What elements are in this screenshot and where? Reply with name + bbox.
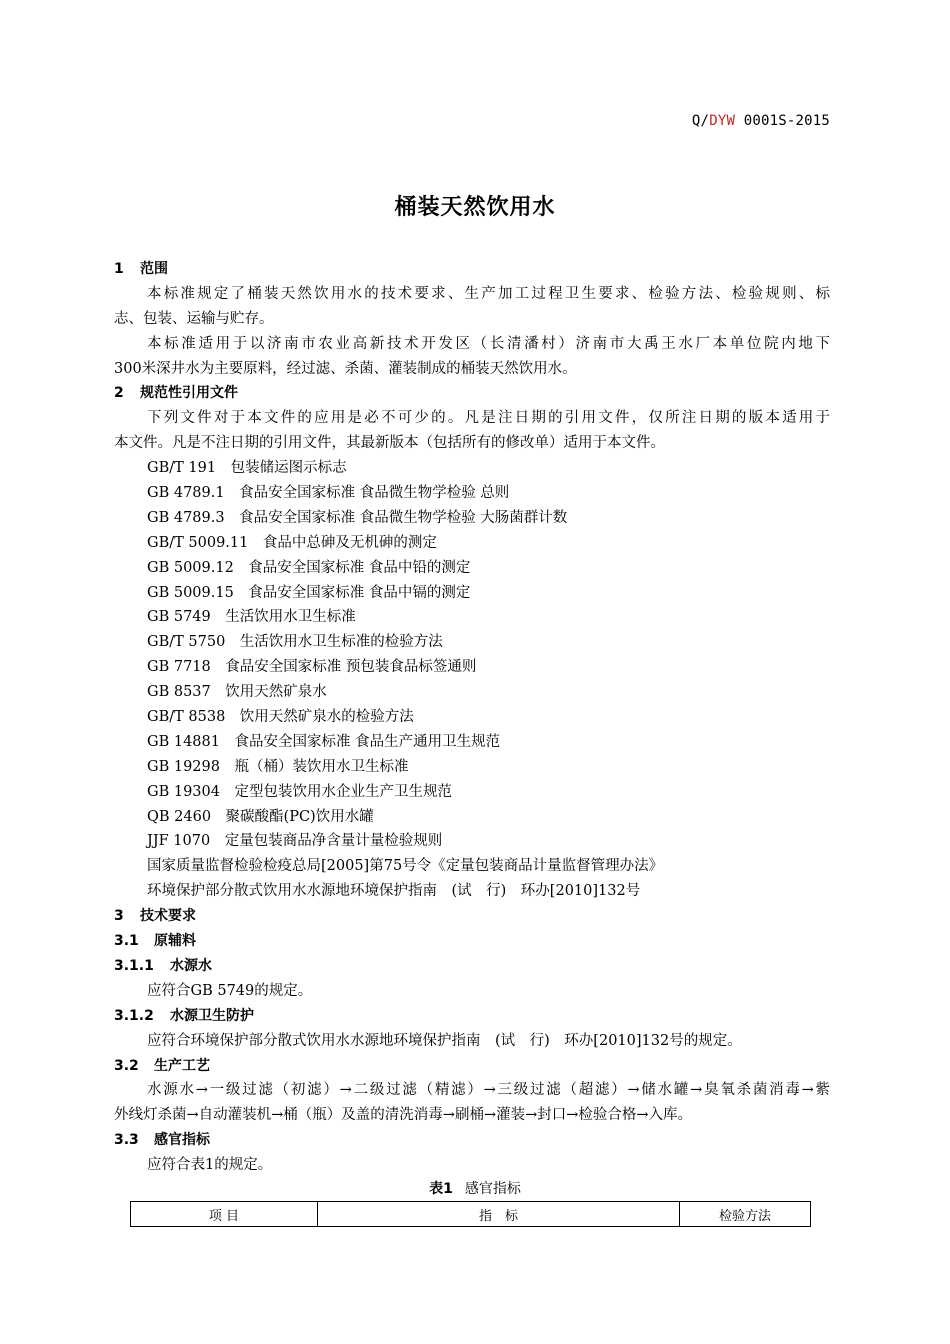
section-title: 范围 bbox=[140, 261, 168, 277]
section-3-2-heading bbox=[114, 1054, 830, 1079]
table-label: 表1 bbox=[429, 1181, 453, 1197]
section-number: 3.1.1 bbox=[114, 957, 154, 974]
section-title: 技术要求 bbox=[140, 908, 196, 925]
table-header-method: 检验方法 bbox=[680, 1202, 811, 1227]
paragraph-line: 本文件。凡是不注日期的引用文件，其最新版本（包括所有的修改单）适用于本文件。 bbox=[114, 435, 665, 452]
section-title: 感官指标 bbox=[154, 1132, 210, 1149]
section-3-1-2-heading bbox=[114, 1004, 830, 1029]
section-title: 生产工艺 bbox=[154, 1057, 210, 1074]
paragraph-line: 下列文件对于本文件的应用是必不可少的。凡是注日期的引用文件，仅所注日期的版本适用于 bbox=[147, 410, 830, 427]
reference-item: GB 5749 生活饮用水卫生标准 bbox=[147, 609, 356, 626]
reference-item: GB 4789.3 食品安全国家标准 食品微生物学检验 大肠菌群计数 bbox=[147, 509, 568, 526]
reference-item: GB 19298 瓶（桶）装饮用水卫生标准 bbox=[147, 758, 409, 775]
table-header-indicator: 指 标 bbox=[318, 1202, 680, 1227]
paragraph-line: 志、包装、运输与贮存。 bbox=[114, 310, 274, 327]
paragraph-line: 外线灯杀菌→自动灌装机→桶（瓶）及盖的清洗消毒→刷桶→灌装→封口→检验合格→入库。 bbox=[114, 1107, 693, 1124]
section-1-heading bbox=[114, 257, 830, 282]
table-caption bbox=[0, 1178, 950, 1198]
paragraph-line: 本标准适用于以济南市农业高新技术开发区（长清潘村）济南市大禹王水厂本单位院内地下 bbox=[147, 335, 830, 352]
reference-item: GB 19304 定型包装饮用水企业生产卫生规范 bbox=[147, 783, 452, 800]
section-3-3-heading bbox=[114, 1128, 830, 1153]
document-title: 桶装天然饮用水 bbox=[394, 195, 556, 220]
paragraph-line: 300米深井水为主要原料，经过滤、杀菌、灌装制成的桶装天然饮用水。 bbox=[114, 360, 577, 377]
paragraph-line: 应符合GB 5749的规定。 bbox=[147, 982, 313, 999]
table-caption-text: 感官指标 bbox=[464, 1181, 521, 1197]
reference-item: 国家质量监督检验检疫总局[2005]第75号令《定量包装商品计量监督管理办法》 bbox=[147, 858, 664, 875]
reference-item: GB 4789.1 食品安全国家标准 食品微生物学检验 总则 bbox=[147, 485, 510, 502]
section-number: 2 bbox=[114, 385, 124, 402]
reference-item: GB 5009.15 食品安全国家标准 食品中镉的测定 bbox=[147, 584, 471, 601]
paragraph-line: 应符合环境保护部分散式饮用水水源地环境保护指南 (试 行) 环办[2010]132号的规定。 bbox=[147, 1032, 742, 1049]
table-header-item: 项 目 bbox=[131, 1202, 318, 1227]
section-number: 3.2 bbox=[114, 1057, 139, 1074]
section-3-heading bbox=[114, 904, 830, 929]
section-number: 3.1.2 bbox=[114, 1007, 154, 1024]
reference-item: GB 14881 食品安全国家标准 食品生产通用卫生规范 bbox=[147, 733, 501, 750]
doc-code-prefix: Q/ bbox=[691, 113, 710, 129]
reference-item: GB 7718 食品安全国家标准 预包装食品标签通则 bbox=[147, 659, 477, 676]
reference-item: GB/T 5750 生活饮用水卫生标准的检验方法 bbox=[147, 634, 443, 651]
section-number: 3.3 bbox=[114, 1132, 139, 1149]
paragraph-line: 应符合表1的规定。 bbox=[147, 1157, 273, 1174]
section-3-1-1-heading bbox=[114, 954, 830, 979]
reference-item: QB 2460 聚碳酸酯(PC)饮用水罐 bbox=[147, 808, 374, 825]
reference-item: GB 8537 饮用天然矿泉水 bbox=[147, 684, 327, 701]
doc-code-company: DYW bbox=[709, 113, 736, 129]
reference-item: 环境保护部分散式饮用水水源地环境保护指南 (试 行) 环办[2010]132号 bbox=[147, 883, 641, 900]
document-body bbox=[114, 257, 830, 1178]
section-title: 规范性引用文件 bbox=[140, 385, 238, 402]
section-2-heading bbox=[114, 381, 830, 406]
table-header-row bbox=[131, 1202, 811, 1227]
section-title: 水源卫生防护 bbox=[170, 1007, 254, 1024]
section-3-1-heading bbox=[114, 929, 830, 954]
document-code bbox=[692, 113, 830, 129]
section-title: 水源水 bbox=[170, 957, 212, 974]
reference-item: GB 5009.12 食品安全国家标准 食品中铅的测定 bbox=[147, 559, 471, 576]
paragraph-line: 水源水→一级过滤（初滤）→二级过滤（精滤）→三级过滤（超滤）→储水罐→臭氧杀菌消毒→紫 bbox=[147, 1082, 830, 1099]
section-title: 原辅料 bbox=[154, 933, 196, 950]
paragraph-line: 本标准规定了桶装天然饮用水的技术要求、生产加工过程卫生要求、检验方法、检验规则、标 bbox=[147, 285, 830, 302]
reference-item: JJF 1070 定量包装商品净含量计量检验规则 bbox=[147, 833, 443, 850]
reference-item: GB/T 191 包装储运图示标志 bbox=[147, 460, 347, 477]
section-number: 3.1 bbox=[114, 933, 139, 950]
doc-code-number: 0001S-2015 bbox=[735, 113, 830, 129]
reference-item: GB/T 5009.11 食品中总砷及无机砷的测定 bbox=[147, 534, 437, 551]
section-number: 3 bbox=[114, 908, 124, 925]
sensory-indicator-table bbox=[130, 1201, 811, 1227]
reference-item: GB/T 8538 饮用天然矿泉水的检验方法 bbox=[147, 709, 414, 726]
section-number: 1 bbox=[114, 261, 124, 277]
